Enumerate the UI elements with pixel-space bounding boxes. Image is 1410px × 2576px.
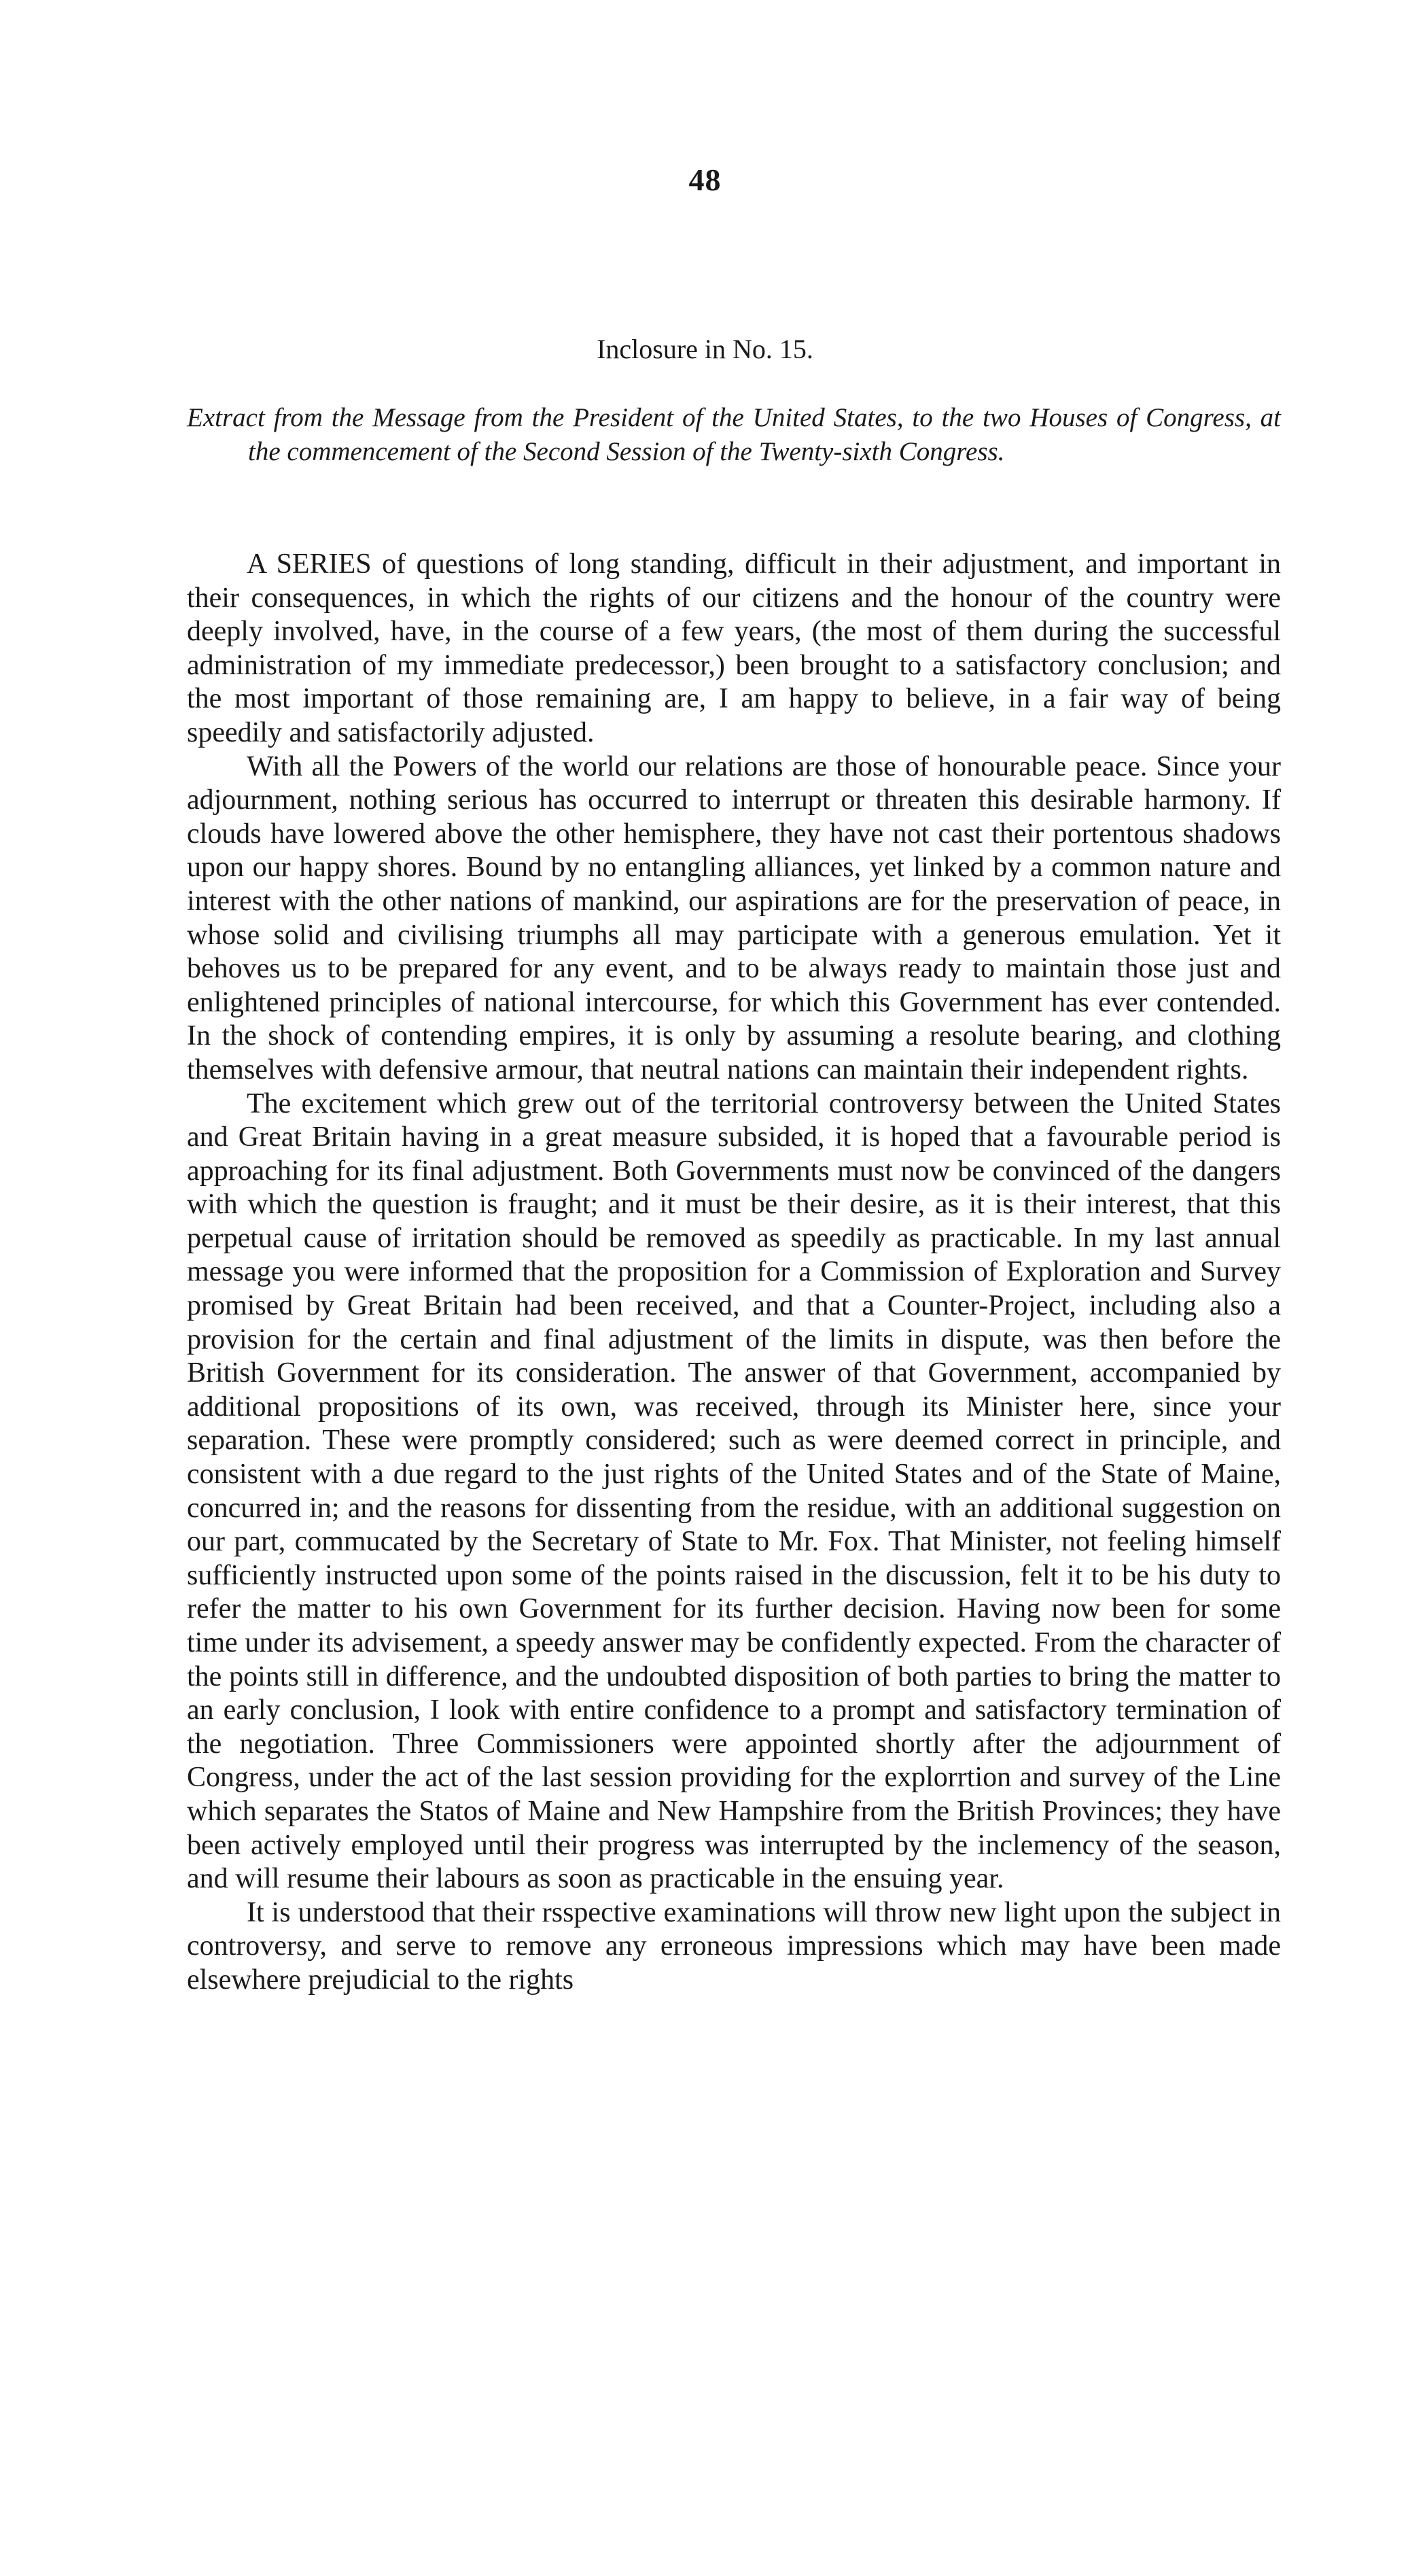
extract-title: Extract from the Message from the President of the United States, to the two Houses of Congress, at the commencement of the Second Session of the Twenty-sixth Congress. <box>187 403 1281 466</box>
inclosure-heading: Inclosure in No. 15. <box>597 334 813 364</box>
paragraph: It is understood that their rsspective examinations will throw new light upon the subject in controversy, and serve to remove any erroneous impressions which may have been made elsewhere prejudicial to the rights <box>187 1896 1281 1996</box>
page-number: 48 <box>688 162 722 197</box>
paragraph: With all the Powers of the world our relations are those of honourable peace. Since your adjournment, nothing serious has occurred to interrupt or threaten this desirable harmony. If clouds have lowered above the other hemisphere, they have not cast their portentous shadows upon our happy shores. Bound by no entangling alliances, yet linked by a common nature and interest with the other nations of mankind, our aspirations are for the preservation of peace, in whose solid and civilising triumphs all may participate with a generous emulation. Yet it behoves us to be prepared for any event, and to be always ready to maintain those just and enlightened principles of national intercourse, for which this Government has ever contended. In the shock of contending empires, it is only by assuming a resolute bearing, and clothing themselves with defensive armour, that neutral nations can maintain their independent rights. <box>187 750 1281 1085</box>
paragraph: The excitement which grew out of the territorial controversy between the United States and Great Britain having in a great measure subsided, it is hoped that a favourable period is approaching for its final adjustment. Both Governments must now be convinced of the dangers with which the question is fraught; and it must be their desire, as it is their interest, that this perpetual cause of irritation should be removed as speedily as practicable. In my last annual message you were informed that the proposition for a Commission of Exploration and Survey promised by Great Britain had been received, and that a Counter-Project, including also a provision for the certain and final adjustment of the limits in dispute, was then before the British Government for its consideration. The answer of that Government, accompanied by additional propositions of its own, was received, through its Minister here, since your separation. These were promptly considered; such as were deemed correct in principle, and consistent with a due regard to the just rights of the United States and of the State of Maine, concurred in; and the reasons for dissenting from the residue, with an additional suggestion on our part, commucated by the Secretary of State to Mr. Fox. That Minister, not feeling himself sufficiently instructed upon some of the points raised in the discussion, felt it to be his duty to refer the matter to his own Government for its further decision. Having now been for some time under its advisement, a speedy answer may be confidently expected. From the character of the points still in difference, and the undoubted disposition of both parties to bring the matter to an early conclusion, I look with entire confidence to a prompt and satisfactory termination of the negotiation. Three Commissioners were appointed shortly after the adjournment of Congress, under the act of the last session providing for the explorrtion and survey of the Line which separates the Statos of Maine and New Hampshire from the British Provinces; they have been actively employed until their progress was interrupted by the inclemency of the season, and will resume their labours as soon as practicable in the ensuing year. <box>187 1087 1281 1895</box>
paragraph: A SERIES of questions of long standing, difficult in their adjustment, and important in their consequences, in which the rights of our citizens and the honour of the country were deeply involved, have, in the course of a few years, (the most of them during the successful administration of my immediate predecessor,) been brought to a satisfactory conclusion; and the most important of those remaining are, I am happy to believe, in a fair way of being speedily and satisfactorily adjusted. <box>187 549 1281 748</box>
body-text <box>187 548 1281 1998</box>
